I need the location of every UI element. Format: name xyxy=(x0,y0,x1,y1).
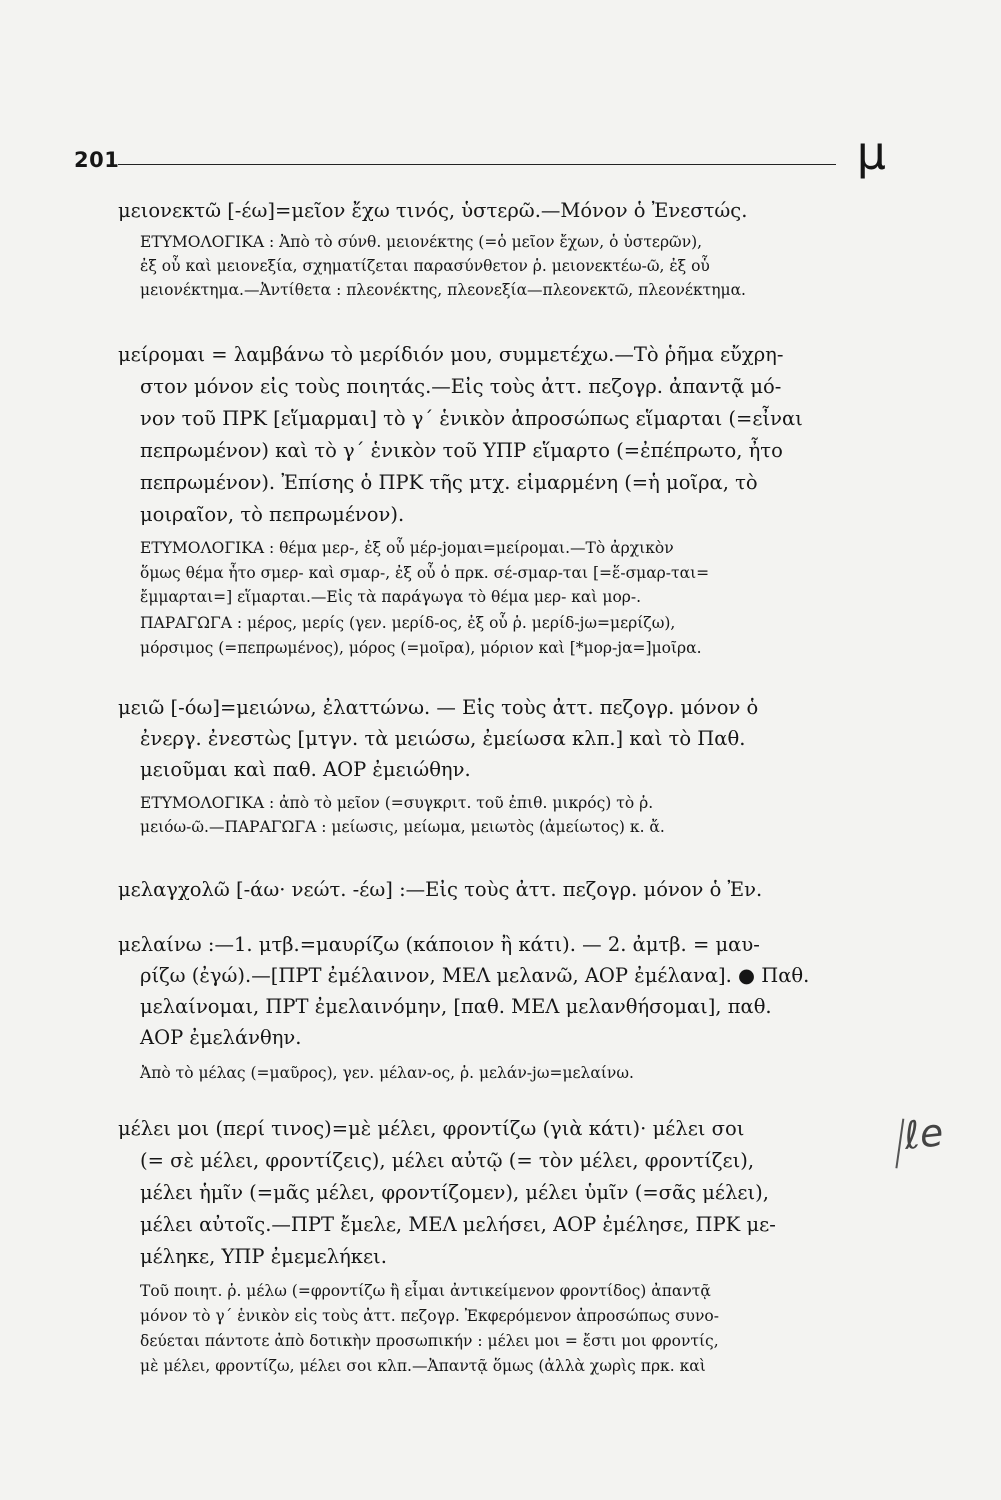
entry-line: ἐξ οὗ καὶ μειονεξία, σχηματίζεται παρασύνθετον ῥ. μειονεκτέω-ῶ, ἐξ οὗ xyxy=(140,257,710,275)
entry-line: μέλει ἡμῖν (=μᾶς μέλει, φροντίζομεν), μέλει ὑμῖν (=σᾶς μέλει), xyxy=(140,1181,769,1204)
entry-line: μέλει μοι (περί τινος)=μὲ μέλει, φροντίζω (γιὰ κάτι)· μέλει σοι xyxy=(118,1117,745,1140)
entry-line: στον μόνον εἰς τοὺς ποιητάς.—Εἰς τοὺς ἀττ. πεζογρ. ἀπαντᾷ μό- xyxy=(140,375,782,398)
entry-line: ρίζω (ἐγώ).—[ΠΡΤ ἐμέλαινον, ΜΕΛ μελανῶ, ΑΟΡ ἐμέλανα]. ● Παθ. xyxy=(140,964,810,987)
entry-line: μέληκε, ΥΠΡ ἐμεμελήκει. xyxy=(140,1245,387,1268)
entry-line: μελαίνω :—1. μτβ.=μαυρίζω (κάποιον ἢ κάτι). — 2. ἀμτβ. = μαυ- xyxy=(118,933,760,956)
entry-line: μόνον τὸ γ΄ ἑνικὸν εἰς τοὺς ἀττ. πεζογρ. Ἐκφερόμενον ἀπροσώπως συνο- xyxy=(140,1307,719,1325)
page-header xyxy=(74,126,886,180)
header-rule xyxy=(118,164,836,165)
entry-line: μελαίνομαι, ΠΡΤ ἐμελαινόμην, [παθ. ΜΕΛ μελανθήσομαι], παθ. xyxy=(140,995,772,1018)
entry-line: ἔμμαρται=] εἵμαρται.—Εἰς τὰ παράγωγα τὸ θέμα μερ- καὶ μορ-. xyxy=(140,588,642,606)
entry-line: ΑΟΡ ἐμελάνθην. xyxy=(140,1026,302,1049)
section-letter: μ xyxy=(856,126,886,180)
entry-line: ΕΤΥΜΟΛΟΓΙΚΑ : ἀπὸ τὸ μεῖον (=συγκριτ. τοῦ ἐπιθ. μικρός) τὸ ῥ. xyxy=(140,794,654,812)
entry-line: μειονεκτῶ [-έω]=μεῖον ἔχω τινός, ὑστερῶ.—Μόνον ὁ Ἐνεστώς. xyxy=(118,199,748,222)
entry-line: πεπρωμένον). Ἐπίσης ὁ ΠΡΚ τῆς μτχ. εἱμαρμένη (=ἡ μοῖρα, τὸ xyxy=(140,471,758,494)
entry-line: Τοῦ ποιητ. ῥ. μέλω (=φροντίζω ἢ εἶμαι ἀντικείμενον φροντίδος) ἀπαντᾷ xyxy=(140,1282,711,1300)
entry-line: μοιραῖον, τὸ πεπρωμένον). xyxy=(140,503,405,526)
entry-line: ἐνεργ. ἐνεστὼς [μτγν. τὰ μειώσω, ἐμείωσα κλπ.] καὶ τὸ Παθ. xyxy=(140,727,746,750)
entry-line: νον τοῦ ΠΡΚ [εἵμαρμαι] τὸ γ΄ ἑνικὸν ἀπροσώπως εἵμαρται (=εἶναι xyxy=(140,407,803,430)
entry-line: (= σὲ μέλει, φροντίζεις), μέλει αὐτῷ (= τὸν μέλει, φροντίζει), xyxy=(140,1149,755,1172)
entry-line: μειονέκτημα.—Ἀντίθετα : πλεονέκτης, πλεονεξία—πλεονεκτῶ, πλεονέκτημα. xyxy=(140,281,746,299)
entry-line: μειῶ [-όω]=μειώνω, ἐλαττώνω. — Εἰς τοὺς ἀττ. πεζογρ. μόνον ὁ xyxy=(118,696,759,719)
entry-line: πεπρωμένον) καὶ τὸ γ΄ ἑνικὸν τοῦ ΥΠΡ εἵμαρτο (=ἐπέπρωτο, ἦτο xyxy=(140,439,783,462)
page-number: 201 xyxy=(74,148,120,172)
entry-line: ΠΑΡΑΓΩΓΑ : μέρος, μερίς (γεν. μερίδ-ος, ἐξ οὗ ῥ. μερίδ-jω=μερίζω), xyxy=(140,614,676,632)
entry-line: ΕΤΥΜΟΛΟΓΙΚΑ : θέμα μερ-, ἐξ οὗ μέρ-jομαι=μείρομαι.—Τὸ ἀρχικὸν xyxy=(140,539,674,557)
entry-line: μόρσιμος (=πεπρωμένος), μόρος (=μοῖρα), μόριον καὶ [*μορ-jα=]μοῖρα. xyxy=(140,639,702,657)
entry-line: μελαγχολῶ [-άω· νεώτ. -έω] :—Εἰς τοὺς ἀττ. πεζογρ. μόνον ὁ Ἐν. xyxy=(118,878,763,901)
entry-line: δεύεται πάντοτε ἀπὸ δοτικὴν προσωπικήν : μέλει μοι = ἔστι μοι φροντίς, xyxy=(140,1332,719,1350)
entry-line: Ἀπὸ τὸ μέλας (=μαῦρος), γεν. μέλαν-ος, ῥ. μελάν-jω=μελαίνω. xyxy=(140,1064,634,1082)
entry-line: μὲ μέλει, φροντίζω, μέλει σοι κλπ.—Ἀπαντᾷ ὅμως (ἀλλὰ χωρὶς πρκ. καὶ xyxy=(140,1357,706,1375)
handwritten-margin-note: ℓe xyxy=(901,1110,946,1158)
entry-line: μέλει αὐτοῖς.—ΠΡΤ ἔμελε, ΜΕΛ μελήσει, ΑΟΡ ἐμέλησε, ΠΡΚ με- xyxy=(140,1213,776,1236)
entry-line: μειόω-ῶ.—ΠΑΡΑΓΩΓΑ : μείωσις, μείωμα, μειωτὸς (ἀμείωτος) κ. ἄ. xyxy=(140,818,665,836)
entry-line: μειοῦμαι καὶ παθ. ΑΟΡ ἐμειώθην. xyxy=(140,758,471,781)
entry-line: ΕΤΥΜΟΛΟΓΙΚΑ : Ἀπὸ τὸ σύνθ. μειονέκτης (=ὁ μεῖον ἔχων, ὁ ὑστερῶν), xyxy=(140,233,703,251)
entry-line: μείρομαι = λαμβάνω τὸ μερίδιόν μου, συμμετέχω.—Τὸ ῥῆμα εὔχρη- xyxy=(118,343,784,366)
entry-line: ὅμως θέμα ἦτο σμερ- καὶ σμαρ-, ἐξ οὗ ὁ πρκ. σέ-σμαρ-ται [=ἕ-σμαρ-ται= xyxy=(140,564,710,582)
